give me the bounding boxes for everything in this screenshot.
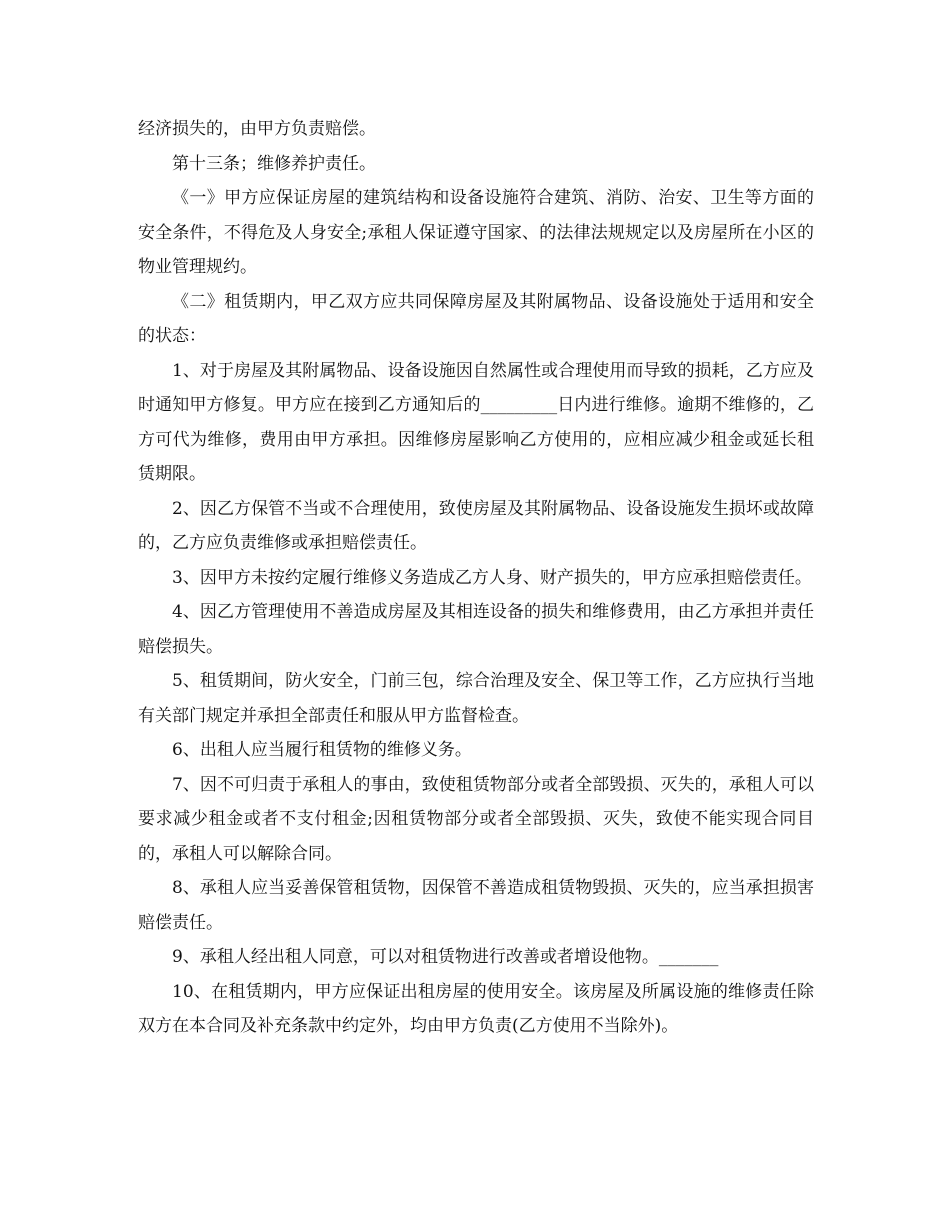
paragraph-continuation: 经济损失的，由甲方负责赔偿。: [138, 119, 376, 139]
article-heading: 第十三条；维修养护责任。: [172, 153, 376, 174]
paragraph-item-10: 10、在租赁期内，甲方应保证出租房屋的使用安全。该房屋及所属设施的维修责任除双方在本合同及补充条款中约定外，均由甲方负责(乙方使用不当除外)。: [138, 981, 814, 1036]
paragraph-section-1: 《一》甲方应保证房屋的建筑结构和设备设施符合建筑、消防、治安、卫生等方面的安全条件，不得危及人身安全;承租人保证遵守国家、的法律法规规定以及房屋所在小区的物业管理规约。: [138, 188, 814, 277]
document-body: [138, 112, 814, 1044]
paragraph-item-6: 6、出租人应当履行租赁物的维修义务。: [172, 740, 472, 760]
paragraph-section-2: 《二》租赁期内，甲乙双方应共同保障房屋及其附属物品、设备设施处于适用和安全的状态：: [138, 291, 814, 346]
paragraph-item-4: 4、因乙方管理使用不善造成房屋及其相连设备的损失和维修费用，由乙方承担并责任赔偿损失。: [138, 602, 814, 657]
paragraph-item-2: 2、因乙方保管不当或不合理使用，致使房屋及其附属物品、设备设施发生损坏或故障的，乙方应负责维修或承担赔偿责任。: [138, 498, 814, 553]
paragraph-item-5: 5、租赁期间，防火安全，门前三包，综合治理及安全、保卫等工作，乙方应执行当地有关部门规定并承担全部责任和服从甲方监督检查。: [138, 671, 814, 726]
paragraph-item-8: 8、承租人应当妥善保管租赁物，因保管不善造成租赁物毁损、灭失的，应当承担损害赔偿责任。: [138, 878, 814, 933]
paragraph-item-9: 9、承租人经出租人同意，可以对租赁物进行改善或者增设他物。_______: [172, 947, 719, 967]
paragraph-item-1: 1、对于房屋及其附属物品、设备设施因自然属性或合理使用而导致的损耗，乙方应及时通知甲方修复。甲方应在接到乙方通知后的_________日内进行维修。逾期不维修的，乙方可代为维修，费用由甲方承担。因维修房屋影响乙方使用的，应相应减少租金或延长租赁期限。: [138, 360, 814, 484]
paragraph-item-3: 3、因甲方未按约定履行维修义务造成乙方人身、财产损失的，甲方应承担赔偿责任。: [172, 567, 812, 588]
paragraph-item-7: 7、因不可归责于承租人的事由，致使租赁物部分或者全部毁损、灭失的，承租人可以要求减少租金或者不支付租金;因租赁物部分或者全部毁损、灭失，致使不能实现合同目的，承租人可以解除合同。: [138, 774, 814, 864]
